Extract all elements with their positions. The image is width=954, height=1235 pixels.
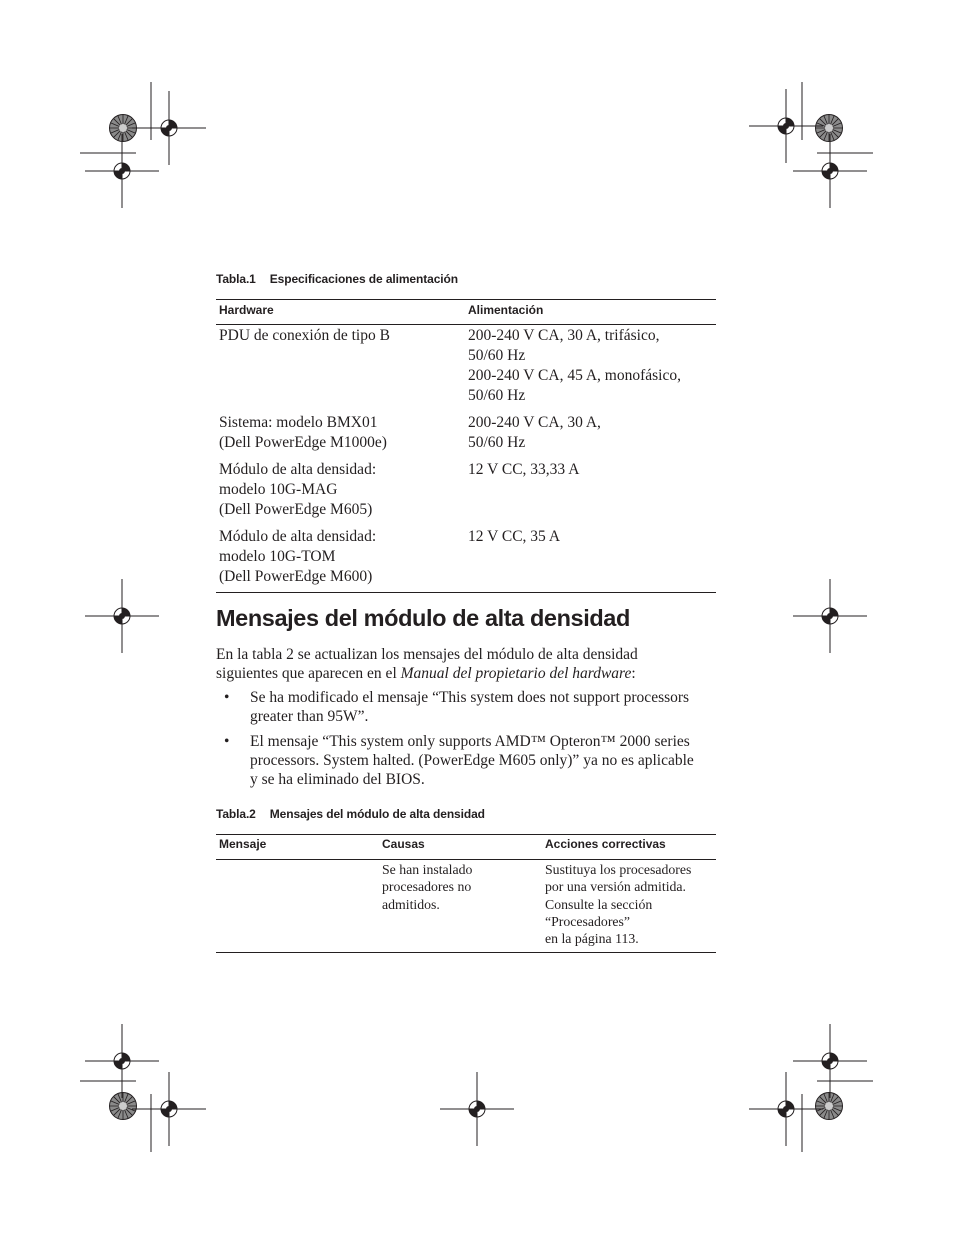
table-header-rule [216,324,716,325]
registration-target-icon [132,91,206,165]
registration-target-icon [793,579,867,653]
registration-target-icon [85,579,159,653]
table2-row1-action: Sustituya los procesadores por una versión admitida. Consulte la sección “Procesadores” en la página 113. [545,862,692,947]
table2-row1-cause: Se han instalado procesadores no admitidos. [382,862,473,912]
table2-caption [216,807,485,821]
table1-header-hardware: Hardware [219,303,274,317]
bullet-icon: • [224,689,230,706]
table2-header-message: Mensaje [219,837,267,851]
table1-row1-hardware: PDU de conexión de tipo B [219,327,390,344]
registration-target-icon [793,1024,867,1098]
registration-target-icon [132,1072,206,1146]
table-header-rule [216,859,716,860]
table1-header-power: Alimentación [468,303,544,317]
table1-row3-power: 12 V CC, 33,33 A [468,461,580,478]
registration-target-icon [440,1072,514,1146]
table2-header-actions: Acciones correctivas [545,837,666,851]
intro-line-1: En la tabla 2 se actualizan los mensajes del módulo de alta densidad [216,646,638,663]
table-bottom-rule [216,592,716,593]
table1-caption-title: Especificaciones de alimentación [269,272,458,286]
color-starburst-icon [816,1093,843,1120]
table1-caption-number: Tabla.1 [216,272,256,286]
table1-row2-hardware: Sistema: modelo BMX01 (Dell PowerEdge M1000e) [219,414,387,451]
color-starburst-icon [816,115,843,142]
table2-caption-number: Tabla.2 [216,807,256,821]
table1-row1-power: 200-240 V CA, 30 A, trifásico, 50/60 Hz 200-240 V CA, 45 A, monofásico, 50/60 Hz [468,327,681,404]
table-top-rule [216,299,716,300]
bullet-icon: • [224,733,230,750]
table2-caption-title: Mensajes del módulo de alta densidad [269,807,485,821]
table2-header-causes: Causas [382,837,425,851]
registration-target-icon [749,89,823,163]
table1-row3-hardware: Módulo de alta densidad: modelo 10G-MAG (Dell PowerEdge M605) [219,461,377,518]
color-starburst-icon [110,1093,137,1120]
registration-target-icon [749,1072,823,1146]
intro-paragraph [216,645,638,683]
table-bottom-rule [216,952,716,953]
registration-target-icon [793,134,867,208]
table-top-rule [216,834,716,835]
section-heading: Mensajes del módulo de alta densidad [216,605,630,631]
table1-caption [216,272,458,286]
manual-title: Manual del propietario del hardware [400,665,632,682]
registration-target-icon [85,134,159,208]
registration-target-icon [85,1024,159,1098]
intro-line-2: siguientes que aparecen en el Manual del propietario del hardware: [216,665,636,682]
table1-row2-power: 200-240 V CA, 30 A, 50/60 Hz [468,414,601,451]
table1-row4-power: 12 V CC, 35 A [468,528,561,545]
table1-row4-hardware: Módulo de alta densidad: modelo 10G-TOM (Dell PowerEdge M600) [219,528,377,585]
